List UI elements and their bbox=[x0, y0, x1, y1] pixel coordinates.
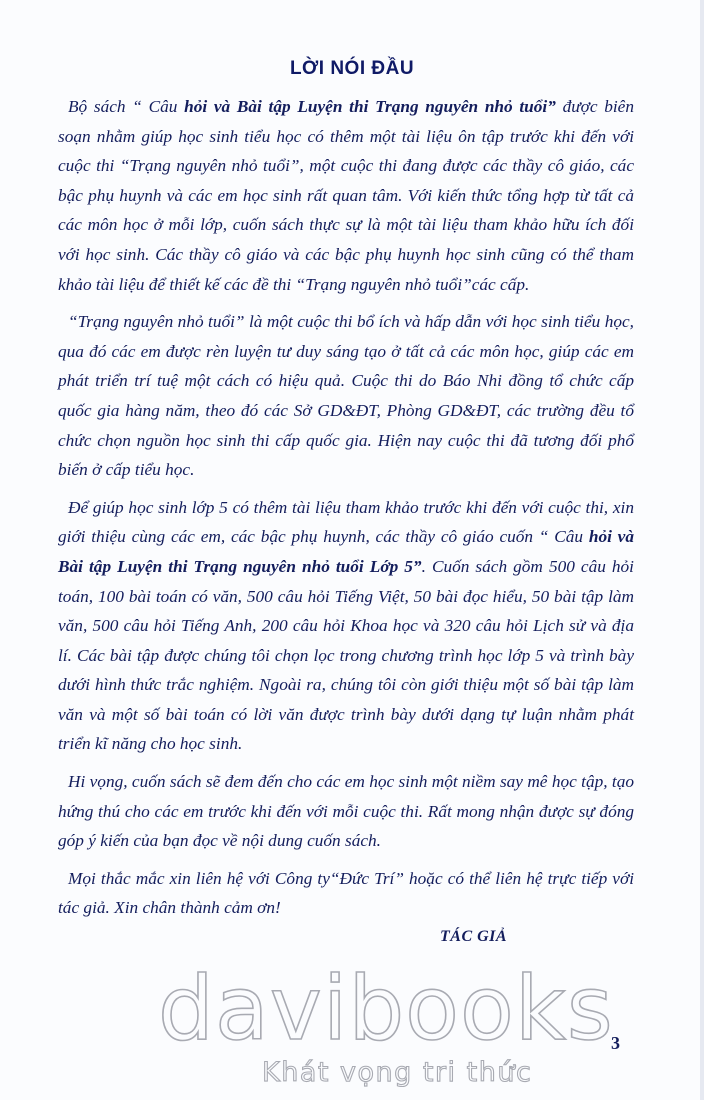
watermark-slogan: Khát vọng tri thức bbox=[262, 1057, 533, 1088]
preface-body bbox=[58, 92, 634, 931]
paragraph-1-book-title: hỏi và Bài tập Luyện thi Trạng nguyên nhỏ tuổi” bbox=[184, 97, 556, 116]
page-edge bbox=[700, 0, 704, 1100]
paragraph-3-intro: Để giúp học sinh lớp 5 có thêm tài liệu tham khảo trước khi đến với cuộc thi, xin giới thiệu cùng các em, các bậc phụ huynh, các thầy cô giáo cuốn “ Câu bbox=[58, 497, 634, 547]
watermark-brand: davibooks bbox=[158, 957, 614, 1060]
paragraph-1-intro: Bộ sách “ Câu bbox=[68, 97, 185, 116]
paragraph-5: Mọi thắc mắc xin liên hệ với Công ty“Đức Trí” hoặc có thể liên hệ trực tiếp với tác giả. Xin chân thành cảm ơn! bbox=[58, 868, 634, 918]
author-signature: TÁC GIẢ bbox=[440, 928, 508, 945]
paragraph-4: Hi vọng, cuốn sách sẽ đem đến cho các em học sinh một niềm say mê học tập, tạo hứng thú cho các em trước khi đến với mỗi cuộc thi. Rất mong nhận được sự đóng góp ý kiến của bạn đọc về nội dung cuốn sách. bbox=[58, 772, 634, 851]
paragraph-1-rest: được biên soạn nhằm giúp học sinh tiểu học có thêm một tài liệu ôn tập trước khi đến với cuộc thi “Trạng nguyên nhỏ tuổi”, một cuộc thi đang được các thầy cô giáo, các bậc phụ huynh và các em học sinh rất quan tâm. Với kiến thức tổng hợp từ tất cả các môn học ở mỗi lớp, cuốn sách thực sự là một tài liệu tham khảo hữu ích đối với học sinh. Các thầy cô giáo và các bậc phụ huynh học sinh cũng có thể tham khảo tài liệu để thiết kế các đề thi “Trạng nguyên nhỏ tuổi”các cấp. bbox=[58, 97, 634, 294]
paragraph-3-rest: . Cuốn sách gồm 500 câu hỏi toán, 100 bài toán có văn, 500 câu hỏi Tiếng Việt, 50 bài đọc hiểu, 50 bài tập làm văn, 500 câu hỏi Tiếng Anh, 200 câu hỏi Khoa học và 320 câu hỏi Lịch sử và địa lí. Các bài tập được chúng tôi chọn lọc trong chương trình học lớp 5 và trình bày dưới hình thức trắc nghiệm. Ngoài ra, chúng tôi còn giới thiệu một số bài tập làm văn và một số bài toán có lời văn được trình bày dưới dạng tự luận nhằm phát triển kĩ năng cho học sinh. bbox=[58, 556, 634, 754]
paragraph-3 bbox=[58, 493, 634, 759]
paragraph-3-book-title: hỏi và Bài tập Luyện thi Trạng nguyên nhỏ tuổi Lớp 5” bbox=[58, 527, 634, 576]
page-number: 3 bbox=[611, 1033, 620, 1053]
paragraph-2: “Trạng nguyên nhỏ tuổi” là một cuộc thi bổ ích và hấp dẫn với học sinh tiểu học, qua đó các em được rèn luyện tư duy sáng tạo ở tất cả các môn học, giúp các em phát triển trí tuệ một cách có hiệu quả. Cuộc thi do Báo Nhi đồng tổ chức cấp quốc gia hàng năm, theo đó các Sở GD&ĐT, Phòng GD&ĐT, các trường đều tổ chức chọn nguồn học sinh thi cấp quốc gia. Hiện nay cuộc thi đã tương đối phổ biến ở cấp tiểu học. bbox=[58, 312, 634, 480]
paragraph-1 bbox=[58, 92, 634, 299]
page-title: LỜI NÓI ĐẦU bbox=[289, 58, 415, 79]
